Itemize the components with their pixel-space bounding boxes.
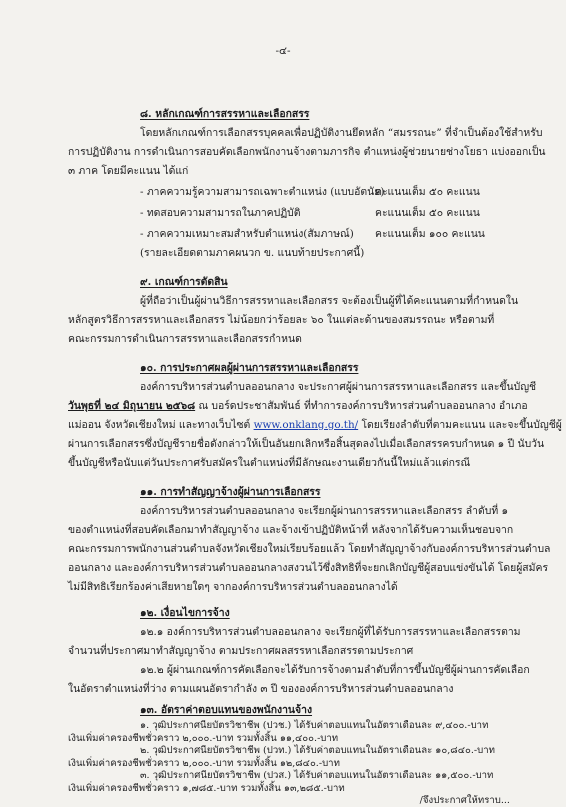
section-10-line-post: โดยเรียงลำดับที่ตามคะแนน และจะขึ้นบัญชีผู้ — [358, 419, 562, 431]
score-item-value: คะแนนเต็ม ๕๐ คะแนน — [375, 207, 480, 219]
section-11-line: องค์การบริหารส่วนตำบลออนกลาง จะเรียกผู้ผ่านการสรรหาและเลือกสรร ลำดับที่ ๑ — [140, 505, 509, 517]
score-item-label: - ทดสอบความสามารถในภาคปฏิบัติ — [140, 207, 301, 219]
section-8-line: การปฏิบัติงาน การดำเนินการสอบคัดเลือกพนักงานจ้างตามภารกิจ ตำแหน่งผู้ช่วยนายช่างโยธา แบ่งออกเป็น — [68, 146, 546, 158]
section-12-line: ๑๒.๒ ผู้ผ่านเกณฑ์การคัดเลือกจะได้รับการจ้างตามลำดับที่การขึ้นบัญชีผู้ผ่านการคัดเลือก — [140, 664, 530, 676]
score-item-label: - ภาคความเหมาะสมสำหรับตำแหน่ง(สัมภาษณ์) — [140, 228, 354, 240]
wage-row-line: ๓. วุฒิประกาศนียบัตรวิชาชีพ (ปวส.) ได้รับค่าตอบแทนในอัตราเดือนละ ๑๑,๕๐๐.-บาท — [140, 770, 494, 781]
section-12-line: ๑๒.๑ องค์การบริหารส่วนตำบลออนกลาง จะเรียกผู้ที่ได้รับการสรรหาและเลือกสรรตาม — [140, 626, 521, 638]
website-link[interactable]: www.onklang.go.th/ — [253, 419, 359, 431]
section-11-line: คณะกรรมการพนักงานส่วนตำบลจังหวัดเชียงใหม่เรียบร้อยแล้ว โดยทำสัญญาจ้างกับองค์การบริหารส่วนตำบล — [68, 543, 551, 555]
section-8-line: ๓ ภาค โดยมีคะแนน ได้แก่ — [68, 165, 189, 177]
section-9-line: ผู้ที่ถือว่าเป็นผู้ผ่านวิธีการสรรหาและเลือกสรร จะต้องเป็นผู้ที่ได้คะแนนตามที่กำหนดใน — [140, 295, 519, 307]
section-9-line: หลักสูตรวิธีการสรรหาและเลือกสรร ไม่น้อยกว่าร้อยละ ๖๐ ในแต่ละด้านของสมรรถนะ หรือตามที่ — [68, 314, 495, 326]
section-10-line — [68, 416, 562, 435]
section-12-line: จำนวนที่ประกาศมาทำสัญญาจ้าง ตามประกาศผลสรรหาเลือกสรรตามประกาศ — [68, 645, 414, 657]
section-12-heading: ๑๒. เงื่อนไขการจ้าง — [140, 607, 230, 619]
section-11-line: ออนกลาง และองค์การบริหารส่วนตำบลออนกลางสงวนไว้ซึ่งสิทธิที่จะยกเลิกบัญชีผู้สอบแข่งขันได้ โดยผู้สมัคร — [68, 562, 549, 574]
section-8-heading: ๘. หลักเกณฑ์การสรรหาและเลือกสรร — [140, 108, 310, 120]
section-10-line: องค์การบริหารส่วนตำบลออนกลาง จะประกาศผู้ผ่านการสรรหาและเลือกสรร และขึ้นบัญชี — [140, 381, 537, 393]
page-number: -๔- — [275, 45, 291, 57]
section-8-note: (รายละเอียดตามภาคผนวก ข. แนบท้ายประกาศนี้) — [140, 247, 365, 259]
section-10-line: ขึ้นบัญชีหรือนับแต่วันประกาศรับสมัครในตำแหน่งที่มีลักษณะงานเดียวกันนี้ใหม่แล้วแต่กรณี — [68, 457, 471, 469]
wage-row-line: เงินเพิ่มค่าครองชีพชั่วคราว ๒,๐๐๐.-บาท รวมทั้งสิ้น ๑๑,๔๐๐.-บาท — [68, 732, 339, 744]
section-10-line — [68, 397, 528, 416]
section-11-line: ของตำแหน่งที่สอบคัดเลือกมาทำสัญญาจ้าง และจ้างเข้าปฏิบัติหน้าที่ หลังจากได้รับความเห็นชอบจาก — [68, 524, 514, 536]
section-10-line-pre: แม่ออน จังหวัดเชียงใหม่ และทางเว็บไซต์ — [68, 419, 254, 431]
score-item-label: - ภาคความรู้ความสามารถเฉพาะตำแหน่ง (แบบอัตนัย) — [140, 186, 385, 198]
section-11-heading: ๑๑. การทำสัญญาจ้างผู้ผ่านการเลือกสรร — [140, 486, 321, 498]
section-13-heading: ๑๓. อัตราค่าตอบแทนของพนักงานจ้าง — [140, 704, 313, 716]
section-10-heading: ๑๐. การประกาศผลผู้ผ่านการสรรหาและเลือกสรร — [140, 362, 359, 374]
section-9-heading: ๙. เกณฑ์การตัดสิน — [140, 276, 228, 288]
continued-footer: /จึงประกาศให้ทราบ... — [419, 795, 510, 806]
section-10-line: ผ่านการเลือกสรรซึ่งบัญชีรายชื่อดังกล่าวให้เป็นอันยกเลิกหรือสิ้นสุดลงไปเมื่อเลือกสรรครบกำหนด ๑ ปี นับวัน — [68, 438, 545, 450]
wage-row-line: ๑. วุฒิประกาศนียบัตรวิชาชีพ (ปวช.) ได้รับค่าตอบแทนในอัตราเดือนละ ๙,๔๐๐.-บาท — [140, 720, 489, 731]
wage-row-line: ๒. วุฒิประกาศนียบัตรวิชาชีพ (ปวท.) ได้รับค่าตอบแทนในอัตราเดือนละ ๑๐,๘๔๐.-บาท — [140, 745, 495, 756]
section-10-line-rest: ณ บอร์ดประชาสัมพันธ์ ที่ทำการองค์การบริหารส่วนตำบลออนกลาง อำเภอ — [195, 400, 528, 412]
wage-row-line: เงินเพิ่มค่าครองชีพชั่วคราว ๒,๐๐๐.-บาท รวมทั้งสิ้น ๑๒,๘๔๐.-บาท — [68, 757, 340, 769]
section-11-line: ไม่มีสิทธิเรียกร้องค่าเสียหายใดๆ จากองค์การบริหารส่วนตำบลออนกลางได้ — [68, 581, 398, 593]
announcement-date: วันพุธที่ ๒๔ มิถุนายน ๒๕๖๘ — [68, 400, 196, 412]
score-item-value: คะแนนเต็ม ๑๐๐ คะแนน — [375, 228, 485, 240]
wage-row-line: เงินเพิ่มค่าครองชีพชั่วคราว ๑,๗๘๕.-บาท รวมทั้งสิ้น ๑๓,๒๘๕.-บาท — [68, 782, 345, 794]
score-item-value: คะแนนเต็ม ๕๐ คะแนน — [375, 186, 480, 198]
section-12-line: ในอัตราตำแหน่งที่ว่าง ตามแผนอัตรากำลัง ๓ ปี ขององค์การบริหารส่วนตำบลออนกลาง — [68, 683, 454, 695]
section-9-line: คณะกรรมการดำเนินการสรรหาและเลือกสรรกำหนด — [68, 333, 302, 345]
section-8-line: โดยหลักเกณฑ์การเลือกสรรบุคคลเพื่อปฏิบัติงานยึดหลัก “สมรรถนะ” ที่จำเป็นต้องใช้สำหรับ — [140, 127, 543, 139]
